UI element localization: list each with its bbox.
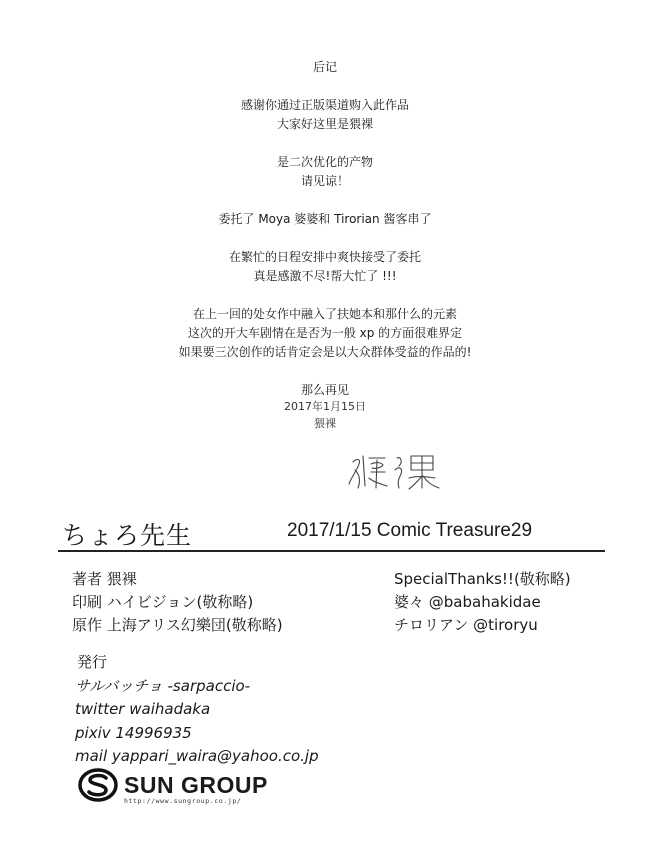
printer-logo (78, 768, 298, 808)
logo-url: http://www.sungroup.co.jp/ (124, 797, 242, 805)
afterword-signoff (0, 398, 650, 432)
afterword-title (0, 58, 650, 77)
publisher-pixiv: pixiv 14996935 (75, 723, 192, 742)
afterword-line: 大家好这里是猥裸 (276, 117, 373, 131)
publisher-twitter: twitter waihadaka (75, 700, 211, 718)
afterword-paragraph (0, 248, 650, 286)
circle-name: ちょろ先生 (62, 521, 193, 550)
afterword (0, 58, 650, 419)
publisher-label: 発行 (77, 653, 108, 671)
credit-printing: 印刷 ハイビジョン(敬称略) (72, 593, 254, 611)
afterword-date: 2017年1月15日 (284, 400, 366, 413)
afterword-line: 是二次优化的产物 (276, 155, 373, 169)
thanks-entry: チロリアン @tiroryu (394, 616, 538, 634)
credit-original-work: 原作 上海アリス幻樂団(敬称略) (72, 616, 283, 634)
afterword-paragraph (0, 153, 650, 191)
special-thanks (394, 568, 571, 637)
event-info: 2017/1/15 Comic Treasure29 (287, 520, 533, 541)
publisher-block (75, 651, 319, 769)
afterword-line: 委托了 Moya 婆婆和 Tirorian 酱客串了 (218, 212, 432, 226)
credits-left (72, 568, 283, 637)
thanks-entry: 婆々 @babahakidae (394, 593, 541, 611)
afterword-line: 这次的开大车剧情在是否为一般 xp 的方面很难界定 (187, 326, 463, 340)
credit-author: 著者 猥裸 (72, 570, 137, 588)
afterword-title-text: 后记 (312, 60, 337, 74)
handwritten-signature (345, 448, 445, 492)
divider-line (58, 550, 605, 552)
afterword-paragraph (0, 96, 650, 134)
publisher-name: サルバッチョ -sarpaccio- (75, 676, 251, 695)
publisher-mail: mail yappari_waira@yahoo.co.jp (75, 747, 319, 765)
afterword-line: 那么再见 (300, 383, 349, 397)
afterword-author: 猥裸 (314, 417, 336, 430)
afterword-line: 在繁忙的日程安排中爽快接受了委托 (228, 250, 421, 264)
afterword-line: 感谢你通过正版渠道购入此作品 (240, 98, 409, 112)
afterword-line: 请见谅！ (300, 174, 349, 188)
afterword-line: 如果要三次创作的话肯定会是以大众群体受益的作品的! (178, 345, 472, 359)
logo-wordmark: SUN GROUP (124, 772, 268, 798)
special-thanks-heading: SpecialThanks!!(敬称略) (394, 570, 571, 588)
afterword-line: 在上一回的处女作中融入了扶她本和那什么的元素 (192, 307, 457, 321)
sun-group-logo-icon (78, 768, 118, 802)
afterword-paragraph (0, 305, 650, 362)
afterword-paragraph (0, 210, 650, 229)
colophon-header (62, 516, 602, 550)
afterword-line: 真是感激不尽!帮大忙了 !!! (253, 269, 397, 283)
